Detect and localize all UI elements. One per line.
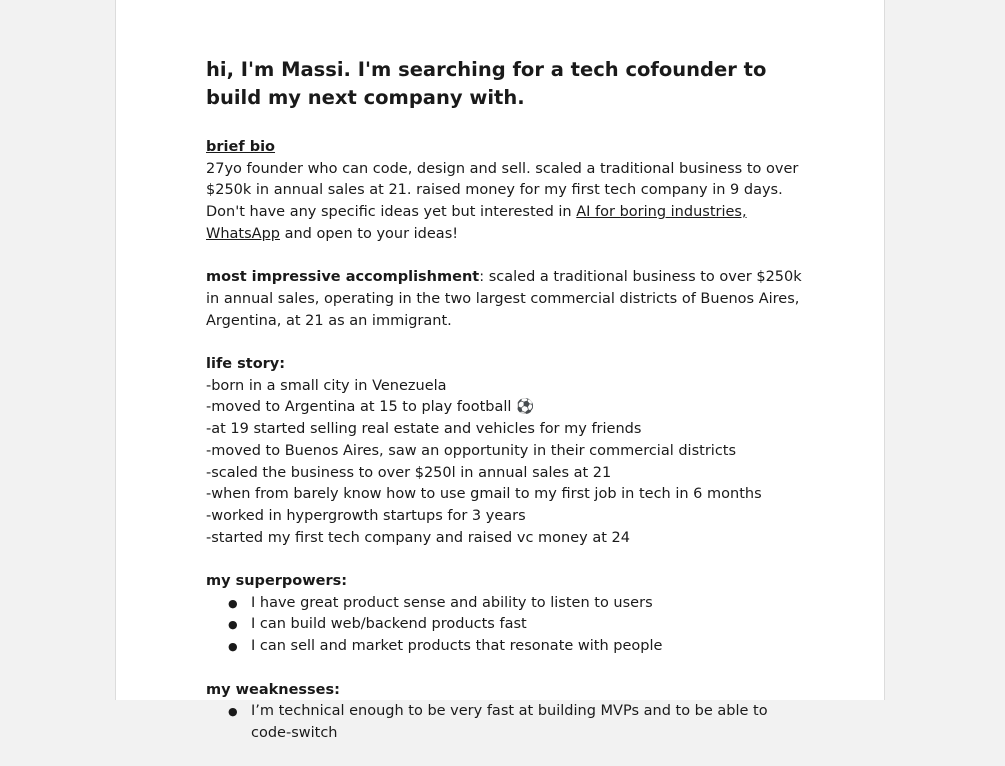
superpowers-section — [206, 571, 806, 658]
bio-section — [206, 137, 806, 246]
accomplishment-paragraph — [206, 267, 806, 332]
life-story-section — [206, 354, 806, 549]
life-story-item: -moved to Buenos Aires, saw an opportunity in their commercial districts — [206, 442, 737, 459]
life-story-item: -worked in hypergrowth startups for 3 years — [206, 507, 526, 524]
bio-text-after-link: and open to your ideas! — [279, 225, 459, 242]
list-item: ● I have great product sense and ability to listen to users — [251, 593, 806, 615]
interests-link[interactable]: AI for boring industries, WhatsApp — [206, 204, 747, 242]
life-story-item: -moved to Argentina at 15 to play football ⚽ — [206, 399, 535, 416]
life-story-item: -born in a small city in Venezuela — [206, 377, 447, 394]
life-story-item: -started my first tech company and raised vc money at 24 — [206, 529, 630, 546]
life-story-heading: life story: — [206, 356, 286, 372]
document-page — [115, 0, 885, 741]
life-story-item: -at 19 started selling real estate and vehicles for my friends — [206, 421, 642, 438]
document-content — [206, 56, 806, 766]
superpowers-heading: my superpowers: — [206, 573, 348, 590]
superpowers-list — [206, 593, 806, 658]
accomplishment-section — [206, 267, 806, 332]
list-item: ● I can sell and market products that resonate with people — [251, 636, 806, 658]
bio-text-before-link: 27yo founder who can code, design and sell. scaled a traditional business to over $250k in annual sales at 21. raised money for my first tech company in 9 days. Don't have any specific ideas yet but interested in — [206, 160, 799, 221]
list-item: ● I can build web/backend products fast — [251, 614, 806, 636]
accomplishment-heading: most impressive accomplishment — [206, 269, 480, 286]
list-item: ● I’m technical enough to be very fast at building MVPs and to be able to code-switch — [251, 701, 806, 744]
life-story-item: -scaled the business to over $250l in annual sales at 21 — [206, 464, 612, 481]
page-title: hi, I'm Massi. I'm searching for a tech cofounder to build my next company with. — [206, 58, 767, 109]
weaknesses-heading: my weaknesses: — [206, 681, 340, 698]
weaknesses-section — [206, 680, 806, 745]
bio-heading: brief bio — [206, 139, 276, 155]
accomplishment-text: : scaled a traditional business to over $250k in annual sales, operating in the two largest commercial districts of Buenos Aires, Argentina, at 21 as an immigrant. — [206, 269, 802, 329]
weaknesses-list — [206, 701, 806, 744]
bio-text — [206, 159, 806, 246]
life-story-item: -when from barely know how to use gmail to my first job in tech in 6 months — [206, 486, 762, 503]
